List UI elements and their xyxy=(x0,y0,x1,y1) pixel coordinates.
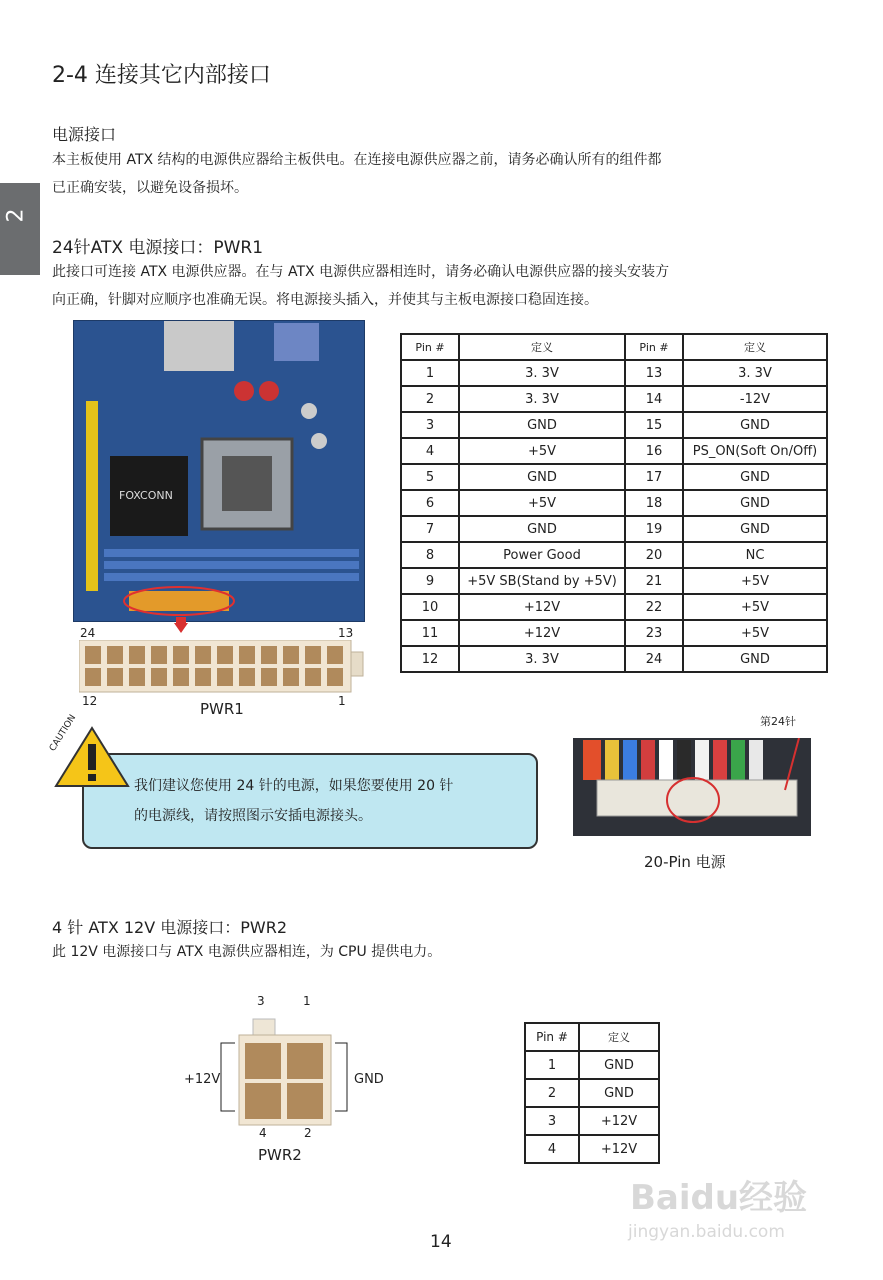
table-cell: GND xyxy=(579,1079,659,1107)
table-cell: 18 xyxy=(625,490,683,516)
table-cell: 24 xyxy=(625,646,683,672)
table-cell: 19 xyxy=(625,516,683,542)
chapter-number: 2 xyxy=(3,208,29,223)
table-cell: GND xyxy=(459,412,625,438)
table-row xyxy=(401,464,827,490)
table-cell: Power Good xyxy=(459,542,625,568)
table-cell: NC xyxy=(683,542,827,568)
pwr2-right-label: GND xyxy=(354,1072,384,1087)
pwr1-label: PWR1 xyxy=(200,700,244,718)
header-cell: Pin # xyxy=(525,1023,579,1051)
table-cell: 1 xyxy=(401,360,459,386)
table-cell: +12V xyxy=(459,620,625,646)
table-cell: 1 xyxy=(525,1051,579,1079)
table-cell: +12V xyxy=(579,1107,659,1135)
table-cell: 21 xyxy=(625,568,683,594)
table-cell: +5V xyxy=(683,620,827,646)
table-cell: 15 xyxy=(625,412,683,438)
table-row xyxy=(525,1079,659,1107)
header-cell: Pin # xyxy=(401,334,459,360)
motherboard-image xyxy=(73,320,365,622)
photo-caption: 20-Pin 电源 xyxy=(644,853,726,871)
table-header-row xyxy=(525,1023,659,1051)
table-cell: 2 xyxy=(401,386,459,412)
table-cell: GND xyxy=(683,646,827,672)
table-row xyxy=(525,1107,659,1135)
table-row xyxy=(401,568,827,594)
table-cell: 20 xyxy=(625,542,683,568)
table-cell: GND xyxy=(683,490,827,516)
table-cell: +5V xyxy=(459,490,625,516)
pwr2-pin-4: 4 xyxy=(259,1126,267,1140)
table-row xyxy=(401,490,827,516)
caution-text-line2: 的电源线，请按照图示安插电源接头。 xyxy=(134,808,372,824)
table-cell: 4 xyxy=(525,1135,579,1163)
board-brand: FOXCONN xyxy=(119,489,173,502)
header-cell: 定义 xyxy=(459,334,625,360)
pwr1-heading: 24针ATX 电源接口：PWR1 xyxy=(52,238,264,258)
chapter-side-tab xyxy=(0,183,40,275)
table-row xyxy=(401,594,827,620)
pwr1-pin-13: 13 xyxy=(338,626,354,640)
table-cell: 14 xyxy=(625,386,683,412)
header-cell: 定义 xyxy=(683,334,827,360)
table-cell: PS_ON(Soft On/Off) xyxy=(683,438,827,464)
table-cell: 3. 3V xyxy=(459,386,625,412)
pwr1-desc-line2: 向正确，针脚对应顺序也准确无误。将电源接头插入，并使其与主板电源接口稳固连接。 xyxy=(52,292,598,308)
table-cell: +5V xyxy=(683,568,827,594)
caution-text-line1: 我们建议您使用 24 针的电源，如果您要使用 20 针 xyxy=(134,778,454,794)
pwr1-pin-12: 12 xyxy=(82,694,98,708)
pwr1-pin-24: 24 xyxy=(80,626,96,640)
table-cell: 9 xyxy=(401,568,459,594)
table-cell: 5 xyxy=(401,464,459,490)
table-cell: GND xyxy=(683,464,827,490)
pwr1-pin-1: 1 xyxy=(338,694,346,708)
table-cell: 4 xyxy=(401,438,459,464)
table-cell: 6 xyxy=(401,490,459,516)
pwr2-pin-2: 2 xyxy=(304,1126,312,1140)
table-row xyxy=(401,542,827,568)
pwr2-pin-1: 1 xyxy=(303,994,311,1008)
table-cell: GND xyxy=(683,516,827,542)
pwr2-heading: 4 针 ATX 12V 电源接口：PWR2 xyxy=(52,918,288,937)
watermark-brand: Baidu经验 xyxy=(630,1178,808,1218)
page-number: 14 xyxy=(430,1232,452,1252)
table-cell: 3. 3V xyxy=(683,360,827,386)
caution-word: CAUTION xyxy=(48,713,79,754)
red-arrow-icon xyxy=(174,617,188,635)
twenty-pin-drawing xyxy=(573,738,811,836)
table-header-row xyxy=(401,334,827,360)
table-cell: 11 xyxy=(401,620,459,646)
table-cell: 3. 3V xyxy=(459,646,625,672)
power-intro-line1: 本主板使用 ATX 结构的电源供应器给主板供电。在连接电源供应器之前，请务必确认所有的组件都 xyxy=(52,152,662,168)
table-cell: -12V xyxy=(683,386,827,412)
table-row xyxy=(401,620,827,646)
table-row xyxy=(525,1135,659,1163)
table-cell: +5V SB(Stand by +5V) xyxy=(459,568,625,594)
power-heading: 电源接口 xyxy=(52,125,117,144)
table-cell: +12V xyxy=(459,594,625,620)
pwr2-label: PWR2 xyxy=(258,1146,302,1164)
table-cell: +5V xyxy=(459,438,625,464)
pwr2-left-label: +12V xyxy=(184,1072,221,1087)
table-cell: 3 xyxy=(525,1107,579,1135)
pwr2-pin-3: 3 xyxy=(257,994,265,1008)
table-row xyxy=(401,516,827,542)
table-row xyxy=(401,386,827,412)
pwr2-connector-drawing xyxy=(215,1015,355,1127)
table-row xyxy=(401,646,827,672)
table-cell: 13 xyxy=(625,360,683,386)
table-cell: +12V xyxy=(579,1135,659,1163)
pwr2-desc: 此 12V 电源接口与 ATX 电源供应器相连，为 CPU 提供电力。 xyxy=(52,944,442,960)
table-cell: +5V xyxy=(683,594,827,620)
power-intro-line2: 已正确安装，以避免设备损坏。 xyxy=(52,180,248,196)
table-cell: 3. 3V xyxy=(459,360,625,386)
table-cell: GND xyxy=(459,516,625,542)
table-cell: 8 xyxy=(401,542,459,568)
table-row xyxy=(525,1051,659,1079)
table-cell: 10 xyxy=(401,594,459,620)
header-cell: 定义 xyxy=(579,1023,659,1051)
table-cell: 2 xyxy=(525,1079,579,1107)
table-cell: GND xyxy=(459,464,625,490)
table-cell: 12 xyxy=(401,646,459,672)
pwr1-desc-line1: 此接口可连接 ATX 电源供应器。在与 ATX 电源供应器相连时，请务必确认电源供应器的接头安装方 xyxy=(52,264,670,280)
table-row xyxy=(401,412,827,438)
table-row xyxy=(401,360,827,386)
pwr1-pin-table xyxy=(400,333,828,673)
table-row xyxy=(401,438,827,464)
table-cell: 16 xyxy=(625,438,683,464)
watermark-url: jingyan.baidu.com xyxy=(628,1222,785,1242)
table-cell: 23 xyxy=(625,620,683,646)
header-cell: Pin # xyxy=(625,334,683,360)
caution-box xyxy=(82,753,538,849)
table-cell: 3 xyxy=(401,412,459,438)
twenty-pin-photo xyxy=(573,738,811,836)
motherboard-drawing xyxy=(74,321,364,621)
table-cell: GND xyxy=(579,1051,659,1079)
pwr1-connector-drawing xyxy=(79,640,369,694)
photo-callout: 第24针 xyxy=(760,715,796,728)
table-cell: 22 xyxy=(625,594,683,620)
pwr2-pin-table xyxy=(524,1022,660,1164)
section-title: 2-4 连接其它内部接口 xyxy=(52,63,271,88)
table-cell: 7 xyxy=(401,516,459,542)
table-cell: 17 xyxy=(625,464,683,490)
table-cell: GND xyxy=(683,412,827,438)
